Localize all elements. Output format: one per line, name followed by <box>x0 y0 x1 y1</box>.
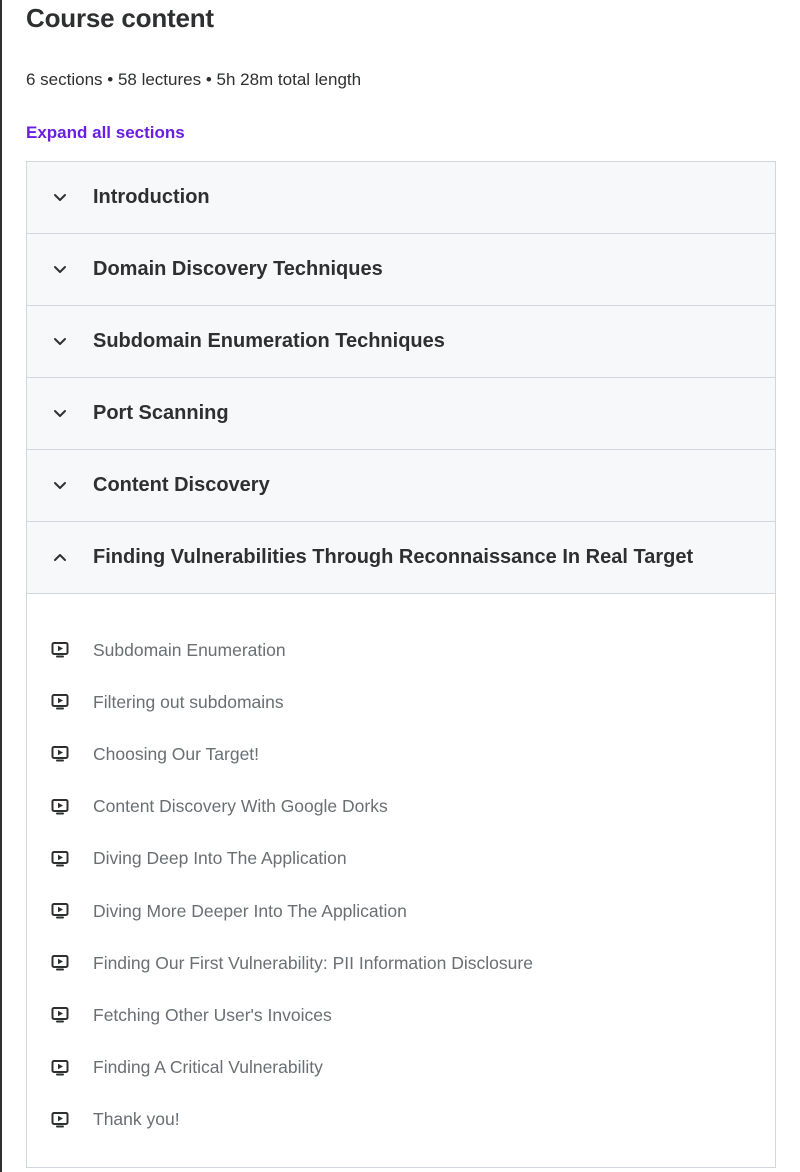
page-title: Course content <box>26 3 214 33</box>
video-play-icon <box>27 746 93 762</box>
lecture-item[interactable] <box>27 989 775 1041</box>
lecture-title: Content Discovery With Google Dorks <box>93 796 388 817</box>
chevron-down-icon <box>27 193 93 202</box>
chevron-down-icon <box>27 265 93 274</box>
lecture-item[interactable] <box>27 676 775 728</box>
section-header-subdomain-enumeration[interactable] <box>27 306 775 378</box>
lecture-title: Finding Our First Vulnerability: PII Information Disclosure <box>93 952 533 973</box>
section-title: Finding Vulnerabilities Through Reconnaissance In Real Target <box>93 546 694 568</box>
section-title: Introduction <box>93 186 210 208</box>
video-play-icon <box>27 1060 93 1076</box>
lecture-title: Finding A Critical Vulnerability <box>93 1057 323 1078</box>
video-play-icon <box>27 694 93 710</box>
lecture-title: Choosing Our Target! <box>93 743 260 764</box>
lecture-item[interactable] <box>27 885 775 937</box>
section-title: Subdomain Enumeration Techniques <box>93 330 445 352</box>
lecture-item[interactable] <box>27 624 775 676</box>
chevron-down-icon <box>27 337 93 346</box>
section-title: Port Scanning <box>93 402 229 424</box>
section-header-port-scanning[interactable] <box>27 378 775 450</box>
lecture-title: Diving More Deeper Into The Application <box>93 900 407 921</box>
chevron-up-icon <box>27 553 93 562</box>
lecture-title: Filtering out subdomains <box>93 691 284 712</box>
course-accordion <box>26 161 776 1168</box>
course-summary: 6 sections • 58 lectures • 5h 28m total length <box>26 70 362 89</box>
lecture-item[interactable] <box>27 937 775 989</box>
video-play-icon <box>27 799 93 815</box>
video-play-icon <box>27 955 93 971</box>
lecture-list <box>27 594 775 1167</box>
section-header-finding-vulnerabilities[interactable] <box>27 522 775 594</box>
video-play-icon <box>27 903 93 919</box>
expand-all-sections-button[interactable]: Expand all sections <box>26 123 185 142</box>
lecture-item[interactable] <box>27 833 775 885</box>
chevron-down-icon <box>27 481 93 490</box>
section-header-introduction[interactable] <box>27 162 775 234</box>
lecture-title: Thank you! <box>93 1109 180 1130</box>
lecture-title: Fetching Other User's Invoices <box>93 1004 332 1025</box>
lecture-item[interactable] <box>27 728 775 780</box>
section-header-domain-discovery[interactable] <box>27 234 775 306</box>
lecture-item[interactable] <box>27 781 775 833</box>
video-play-icon <box>27 642 93 658</box>
left-border <box>0 0 2 1172</box>
video-play-icon <box>27 851 93 867</box>
lecture-title: Diving Deep Into The Application <box>93 848 347 869</box>
section-title: Content Discovery <box>93 474 270 496</box>
section-title: Domain Discovery Techniques <box>93 258 383 280</box>
lecture-title: Subdomain Enumeration <box>93 639 286 660</box>
lecture-item[interactable] <box>27 1094 775 1146</box>
section-header-content-discovery[interactable] <box>27 450 775 522</box>
video-play-icon <box>27 1007 93 1023</box>
lecture-item[interactable] <box>27 1042 775 1094</box>
chevron-down-icon <box>27 409 93 418</box>
video-play-icon <box>27 1112 93 1128</box>
